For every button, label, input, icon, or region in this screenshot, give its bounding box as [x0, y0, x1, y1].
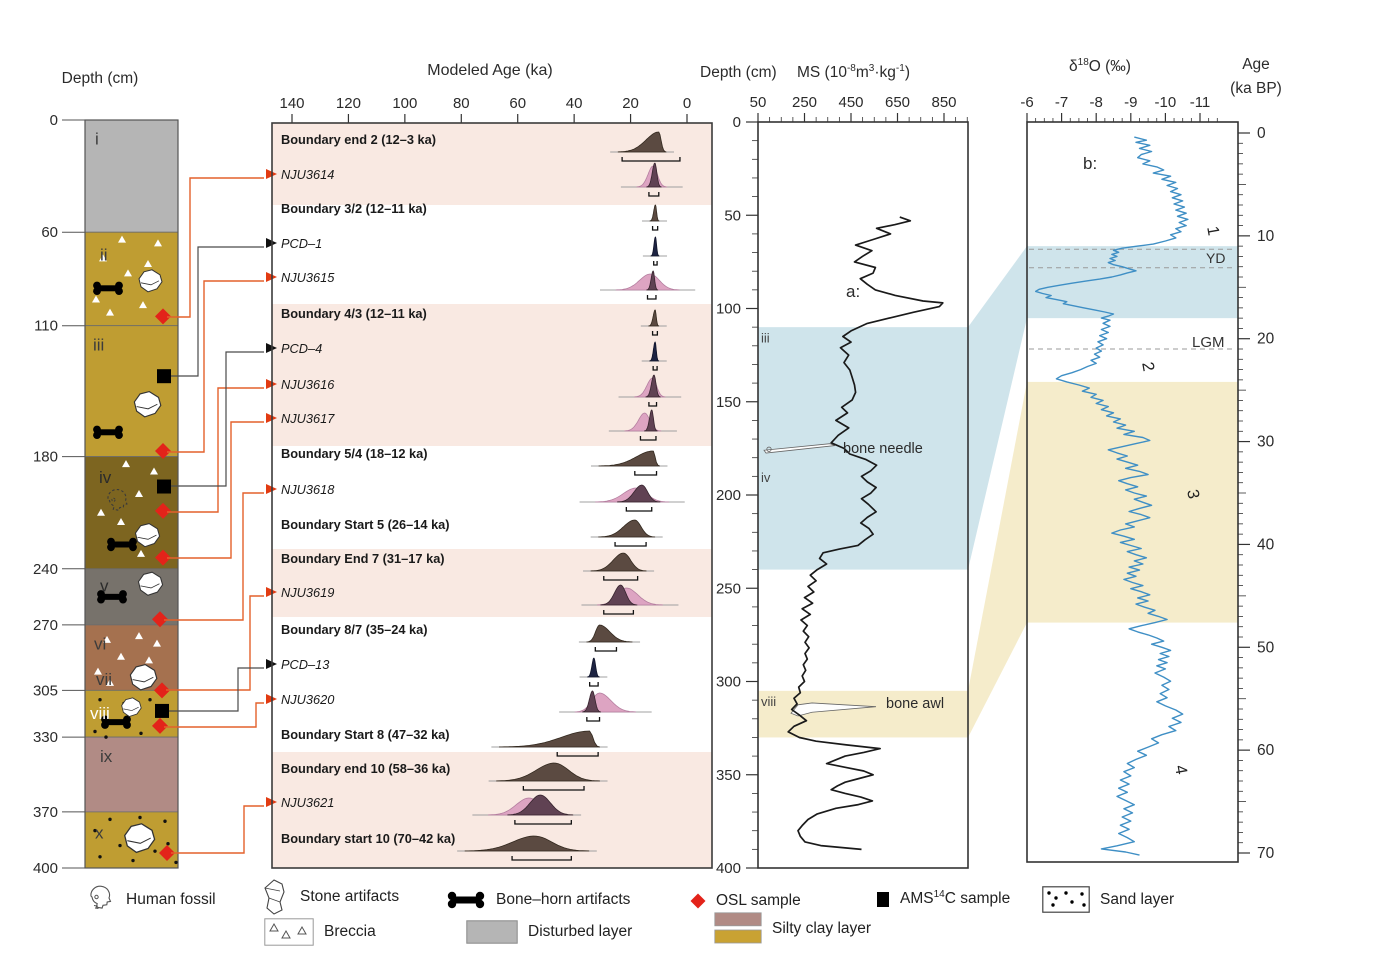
ms-axis-tick-label: 850 — [931, 94, 957, 111]
strat-layer-numeral: iv — [99, 468, 112, 488]
modeled-age-panel — [266, 95, 712, 868]
depth-tick-label: 270 — [32, 616, 58, 634]
age-range-bracket — [615, 542, 646, 546]
depth-tick-label: 60 — [41, 224, 58, 242]
age-axis-header-units: (ka BP) — [1230, 80, 1282, 97]
osl-sample-icon — [690, 893, 706, 909]
sand-dot — [104, 735, 107, 738]
age-row-label: NJU3615 — [281, 270, 335, 285]
sand-dot — [118, 844, 121, 847]
ms-units-header — [797, 64, 910, 82]
age-probability-distribution — [575, 693, 635, 712]
iso-axis-tick-label: -6 — [1020, 94, 1034, 111]
age-probability-distribution — [499, 731, 599, 747]
age-row-label: Boundary Start 5 (26–14 ka) — [281, 517, 450, 532]
age-axis-tick-label: 20 — [622, 95, 639, 112]
sand-dot — [139, 732, 142, 735]
ms-units-mid1: m — [855, 64, 869, 81]
legend-silty-clay-layer-label: Silty clay layer — [772, 920, 872, 937]
iso-age-tick-label: 40 — [1257, 536, 1275, 554]
ms-panel — [716, 94, 968, 877]
legend-ams-sup: 14 — [933, 888, 945, 900]
age-range-bracket — [590, 682, 598, 686]
age-row-label: NJU3619 — [281, 585, 335, 600]
strat-layer-numeral: v — [100, 576, 109, 596]
legend-ams-post: C sample — [944, 890, 1011, 907]
age-range-bracket — [626, 507, 651, 511]
age-distribution-row — [281, 446, 667, 475]
iso-age-tick-label: 0 — [1257, 125, 1266, 142]
osl-connector-line — [167, 281, 264, 452]
breccia-icon — [264, 918, 314, 946]
strat-layer-numeral: vi — [94, 634, 107, 654]
age-row-label: Boundary 8/7 (35–24 ka) — [281, 622, 428, 637]
iso-age-tick-label: 10 — [1257, 227, 1275, 245]
ms-depth-tick-label: 400 — [715, 860, 741, 877]
age-probability-distribution — [588, 658, 600, 677]
ams-connector-line — [171, 247, 264, 376]
depth-tick-label: 0 — [49, 112, 58, 129]
iso-title-post: O (‰) — [1088, 58, 1131, 75]
iso-axis-tick-label: -10 — [1154, 94, 1177, 111]
iso-axis-tick-label: -9 — [1124, 94, 1138, 111]
ms-depth-tick-label: 300 — [715, 673, 741, 691]
strat-layer-numeral: i — [95, 129, 99, 149]
age-distribution-row — [266, 482, 685, 511]
osl-connector-line — [171, 806, 264, 853]
strat-layer-numeral: ii — [100, 245, 108, 265]
age-distribution-row — [266, 657, 607, 686]
legend-bone-horn — [446, 890, 630, 910]
bone-horn-icon — [446, 890, 486, 910]
legend-ams-sample-label — [900, 890, 1010, 908]
age-distribution-row — [266, 236, 667, 265]
age-range-bracket — [587, 717, 600, 721]
legend-osl-sample — [690, 892, 801, 910]
age-probability-distribution — [616, 274, 679, 290]
age-axis-tick-label: 120 — [335, 95, 361, 112]
age-row-label: Boundary 4/3 (12–11 ka) — [281, 306, 427, 321]
age-row-label: PCD–1 — [281, 236, 323, 251]
age-probability-distribution — [599, 451, 660, 466]
iso-title — [1035, 58, 1165, 76]
stone-artifacts-icon — [260, 878, 290, 916]
legend-ams-pre: AMS — [900, 890, 934, 907]
age-axis-tick-label: 140 — [279, 95, 305, 112]
strat-layer-numeral: ix — [100, 746, 113, 766]
osl-connector-line — [164, 703, 264, 727]
iso-axis-tick-label: -7 — [1054, 94, 1069, 111]
age-row-label: Boundary end 2 (12–3 ka) — [281, 132, 437, 147]
legend-silty-clay-layer — [714, 912, 871, 946]
ams-sample-marker — [157, 480, 171, 494]
age-row-label: NJU3620 — [281, 692, 335, 707]
legend-stone-artifacts — [260, 878, 399, 916]
age-row-label: NJU3614 — [281, 167, 335, 182]
sand-dot — [163, 820, 166, 823]
legend-bone-horn-label: Bone–horn artifacts — [496, 891, 631, 908]
ams-sample-marker — [155, 704, 169, 718]
legend-sand-layer — [1042, 886, 1174, 913]
legend-osl-sample-label: OSL sample — [716, 892, 801, 909]
sample-connectors — [164, 178, 264, 853]
age-probability-distribution — [650, 205, 659, 221]
iso-age-tick-label: 20 — [1257, 330, 1275, 348]
legend-human-fossil-label: Human fossil — [126, 891, 216, 908]
strat-column — [33, 112, 178, 877]
ms-axis-tick-label: 450 — [838, 94, 864, 111]
ms-depth-tick-label: 150 — [715, 393, 741, 411]
modeled-age-title: Modeled Age (ka) — [427, 62, 553, 79]
legend-breccia-label: Breccia — [324, 923, 376, 940]
age-axis-tick-label: 80 — [452, 95, 470, 112]
age-distribution-row — [281, 201, 667, 230]
iso-axis-tick-label: -8 — [1089, 94, 1103, 111]
strat-layer — [85, 120, 178, 232]
age-row-label: Boundary start 10 (70–42 ka) — [281, 831, 456, 846]
mis-zone-label: 4 — [1171, 763, 1191, 776]
ms-depth-tick-label: 250 — [715, 580, 741, 598]
age-distribution-row — [266, 270, 695, 299]
bone-awl-label: bone awl — [886, 696, 945, 712]
sand-dot — [108, 818, 111, 821]
ms-units-mid2: ·kg — [874, 64, 896, 81]
age-probability-distribution — [651, 237, 659, 256]
ms-units-sup3: -1 — [895, 62, 905, 74]
sand-dot — [138, 816, 141, 819]
ms-units-sup2: 3 — [868, 62, 875, 74]
legend-disturbed-layer-label: Disturbed layer — [528, 923, 633, 940]
human-fossil-icon — [84, 882, 116, 918]
sand-dot — [148, 698, 151, 701]
mis-zone-label: 2 — [1138, 360, 1158, 373]
bone-needle-label: bone needle — [843, 441, 923, 457]
legend-sand-layer-label: Sand layer — [1100, 890, 1175, 908]
lgm-label: LGM — [1192, 334, 1225, 351]
age-probability-distribution — [599, 520, 655, 537]
age-row-label: Boundary End 7 (31–17 ka) — [281, 551, 445, 566]
age-probability-distribution — [587, 625, 632, 642]
age-row-label: NJU3616 — [281, 377, 335, 392]
age-row-label: Boundary 5/4 (18–12 ka) — [281, 446, 428, 461]
legend-disturbed-layer — [466, 920, 632, 944]
sand-dot — [98, 698, 101, 701]
age-range-bracket — [653, 226, 658, 230]
age-row-label: NJU3618 — [281, 482, 335, 497]
age-row-label: NJU3621 — [281, 795, 335, 810]
strat-layer-numeral: vii — [96, 670, 113, 690]
sand-layer-icon — [1042, 886, 1090, 913]
ms-layer-label: iii — [761, 330, 770, 346]
osl-connector-line — [167, 422, 264, 558]
depth-tick-label: 305 — [32, 682, 58, 700]
age-axis-tick-label: 100 — [392, 95, 418, 112]
age-row-label: PCD–4 — [281, 341, 323, 356]
mis-zone-label: 3 — [1183, 488, 1203, 501]
age-axis-tick-label: 60 — [509, 95, 527, 112]
sand-dot — [153, 849, 156, 852]
depth-tick-label: 110 — [34, 317, 58, 335]
age-row-label: PCD–13 — [281, 657, 330, 672]
ms-axis-tick-label: 50 — [749, 94, 767, 111]
sand-dot — [166, 842, 169, 845]
ms-layer-label: iv — [761, 470, 771, 486]
age-row-label: NJU3617 — [281, 411, 335, 426]
age-distribution-row — [281, 517, 663, 546]
panel-a-label: a: — [846, 282, 861, 301]
iso-age-tick-label: 30 — [1257, 433, 1275, 451]
sand-dot — [131, 859, 134, 862]
age-distribution-row — [266, 691, 652, 721]
iso-age-tick-label: 60 — [1257, 742, 1275, 760]
legend-breccia — [264, 918, 376, 946]
age-range-bracket — [635, 471, 657, 475]
strat-depth-header: Depth (cm) — [61, 70, 139, 87]
age-axis-tick-label: 40 — [565, 95, 583, 112]
sand-dot — [98, 855, 101, 858]
legend-ams-sample — [876, 890, 1010, 908]
depth-tick-label: 400 — [32, 860, 58, 877]
age-axis-header: Age — [1242, 56, 1270, 73]
strat-layer — [85, 737, 178, 812]
ams-sample-icon — [876, 891, 890, 908]
ms-units-pre: MS (10 — [797, 64, 847, 81]
age-row-label: Boundary Start 8 (47–32 ka) — [281, 727, 450, 742]
age-row-label: Boundary end 10 (58–36 ka) — [281, 761, 451, 776]
iso-yellow-band — [1027, 382, 1238, 623]
iso-axis-tick-label: -11 — [1189, 94, 1211, 111]
iso-panel — [1020, 94, 1274, 862]
depth-tick-label: 180 — [32, 448, 58, 466]
iso-title-delta: δ — [1069, 58, 1078, 75]
ms-axis-tick-label: 650 — [884, 94, 911, 111]
sand-dot — [174, 861, 177, 864]
ms-depth-tick-label: 0 — [732, 114, 741, 131]
strat-layer-numeral: viii — [90, 703, 110, 723]
ms-depth-tick-label: 50 — [724, 207, 741, 225]
legend-human-fossil — [84, 882, 216, 918]
age-distribution-row — [281, 727, 608, 756]
panel-b-label: b: — [1083, 154, 1098, 173]
legend-stone-artifacts-label: Stone artifacts — [300, 888, 400, 905]
ms-units-sup1: -8 — [846, 62, 856, 74]
iso-age-tick-label: 70 — [1257, 845, 1275, 862]
ms-depth-tick-label: 100 — [715, 300, 741, 318]
mis-zone-label: 1 — [1203, 224, 1223, 237]
yd-label: YD — [1206, 250, 1226, 266]
ms-depth-tick-label: 350 — [715, 766, 741, 784]
age-range-bracket — [654, 261, 657, 265]
depth-tick-label: 370 — [32, 803, 58, 821]
depth-tick-label: 240 — [32, 560, 58, 578]
ms-axis-tick-label: 250 — [791, 94, 818, 111]
age-axis-tick-label: 0 — [682, 95, 692, 112]
ms-units-post: ) — [904, 64, 910, 81]
silty-clay-layer-icon — [714, 912, 762, 946]
ams-sample-marker — [157, 369, 171, 383]
age-range-bracket — [648, 295, 656, 299]
depth-tick-label: 330 — [32, 729, 58, 747]
sand-dot — [93, 730, 96, 733]
disturbed-layer-icon — [466, 920, 518, 944]
ms-depth-header: Depth (cm) — [700, 64, 777, 81]
iso-title-sup: 18 — [1077, 56, 1089, 68]
age-range-bracket — [595, 647, 616, 651]
iso-age-tick-label: 50 — [1257, 639, 1275, 657]
osl-connector-line — [166, 596, 264, 690]
age-row-label: Boundary 3/2 (12–11 ka) — [281, 201, 427, 216]
ms-layer-label: viii — [761, 694, 777, 710]
strat-layer-numeral: x — [95, 823, 104, 843]
strat-layer-numeral: iii — [93, 335, 105, 355]
age-distribution-row — [281, 622, 640, 651]
ms-depth-tick-label: 200 — [715, 487, 741, 504]
